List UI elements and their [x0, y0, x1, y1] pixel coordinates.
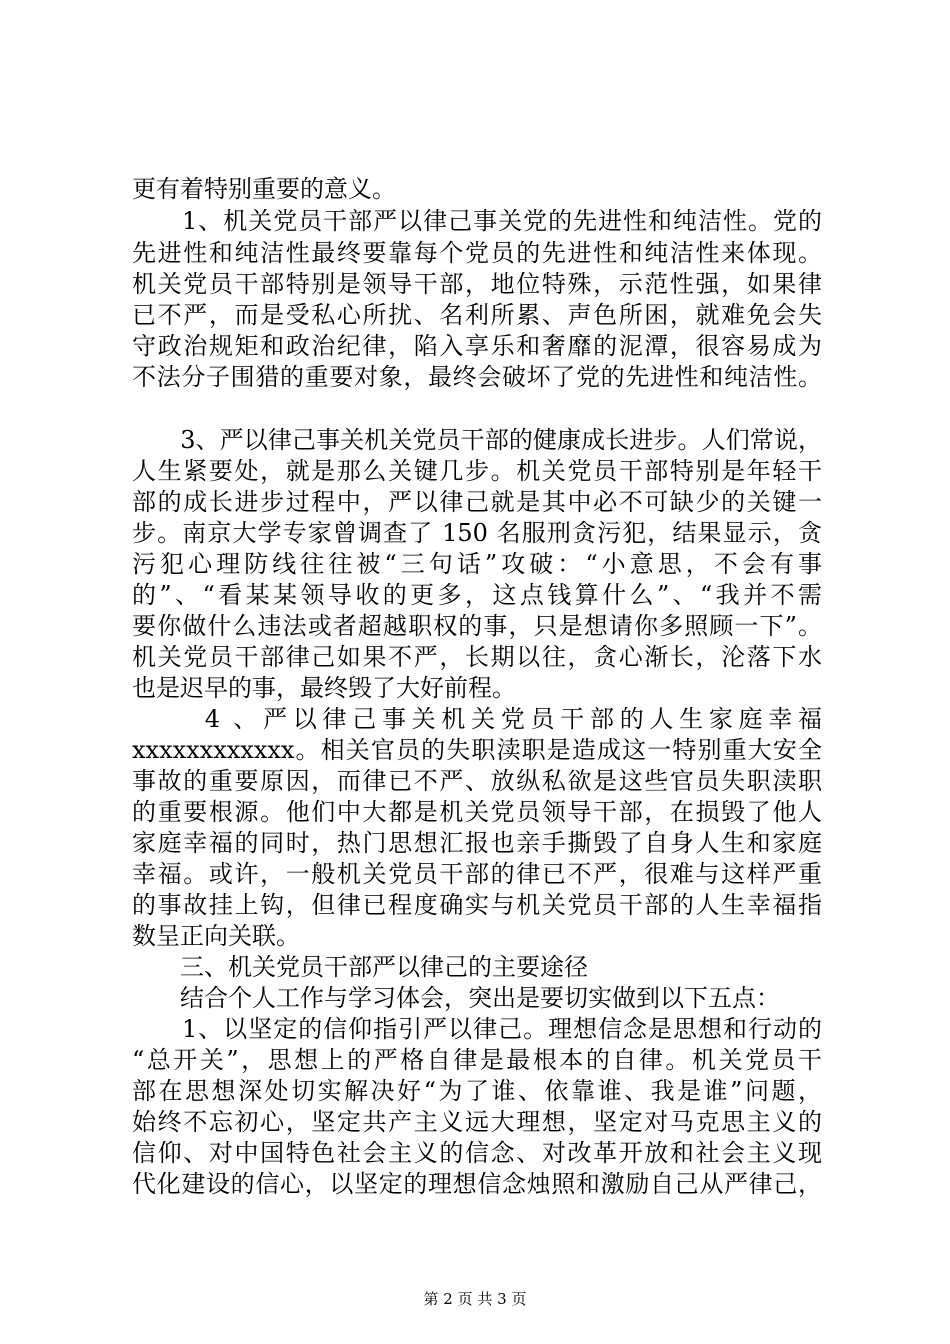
- text-line: “总开关”，思想上的严格自律是最根本的自律。机关党员干: [132, 1046, 822, 1074]
- text-line: 幸福。或许，一般机关党员干部的律已不严，很难与这样严重: [132, 860, 822, 888]
- text-line: 1、以坚定的信仰指引严以律己。理想信念是思想和行动的: [132, 1015, 822, 1043]
- text-line: 污犯心理防线往往被“三句话”攻破：“小意思，不会有事: [132, 550, 822, 578]
- text-line: 始终不忘初心，坚定共产主义远大理想，坚定对马克思主义的: [132, 1108, 822, 1136]
- text-line: 人生紧要处，就是那么关键几步。机关党员干部特别是年轻干: [132, 457, 822, 485]
- text-line: 代化建设的信心，以坚定的理想信念烛照和激励自己从严律己，: [132, 1170, 822, 1198]
- text-line: 不法分子围猎的重要对象，最终会破坏了党的先进性和纯洁性。: [132, 363, 822, 391]
- text-line: 的”、“看某某领导收的更多，这点钱算什么”、“我并不需: [132, 581, 822, 609]
- text-line: 数呈正向关联。: [132, 922, 300, 950]
- text-line: 结合个人工作与学习体会，突出是要切实做到以下五点：: [132, 984, 780, 1012]
- text-line: 部在思想深处切实解决好“为了谁、依靠谁、我是谁”问题，: [132, 1077, 822, 1105]
- text-line: 已不严，而是受私心所扰、名利所累、声色所困，就难免会失: [132, 301, 822, 329]
- text-line: 3、严以律己事关机关党员干部的健康成长进步。人们常说，: [132, 426, 822, 454]
- page-number-footer: 第 2 页 共 3 页: [423, 1290, 527, 1308]
- text-line: 也是迟早的事，最终毁了大好前程。: [132, 674, 516, 702]
- text-line: 步。南京大学专家曾调查了 150 名服刑贪污犯，结果显示，贪: [132, 519, 822, 547]
- text-line: 部的成长进步过程中，严以律己就是其中必不可缺少的关键一: [132, 488, 822, 516]
- text-line: 事故的重要原因，而律已不严、放纵私欲是这些官员失职渎职: [132, 767, 822, 795]
- text-line: 1、机关党员干部严以律己事关党的先进性和纯洁性。党的: [132, 207, 822, 235]
- text-line: 先进性和纯洁性最终要靠每个党员的先进性和纯洁性来体现。: [132, 239, 822, 267]
- text-line: 4 、严以律己事关机关党员干部的人生家庭幸福: [132, 705, 822, 733]
- text-line: 信仰、对中国特色社会主义的信念、对改革开放和社会主义现: [132, 1139, 822, 1167]
- text-line: 要你做什么违法或者超越职权的事，只是想请你多照顾一下”。: [132, 612, 822, 640]
- text-line: 机关党员干部律己如果不严，长期以往，贪心渐长，沦落下水: [132, 643, 822, 671]
- text-line: 守政治规矩和政治纪律，陷入享乐和奢靡的泥潭，很容易成为: [132, 332, 822, 360]
- section-heading: 三、机关党员干部严以律己的主要途径: [132, 953, 588, 981]
- text-line: 家庭幸福的同时，热门思想汇报也亲手撕毁了自身人生和家庭: [132, 829, 822, 857]
- text-line: 的事故挂上钩，但律已程度确实与机关党员干部的人生幸福指: [132, 891, 822, 919]
- text-line: xxxxxxxxxxxx。相关官员的失职渎职是造成这一特别重大安全: [132, 736, 822, 764]
- text-line: 机关党员干部特别是领导干部，地位特殊，示范性强，如果律: [132, 270, 822, 298]
- text-line: 的重要根源。他们中大都是机关党员领导干部，在损毁了他人: [132, 798, 822, 826]
- text-line: 更有着特别重要的意义。: [132, 175, 396, 203]
